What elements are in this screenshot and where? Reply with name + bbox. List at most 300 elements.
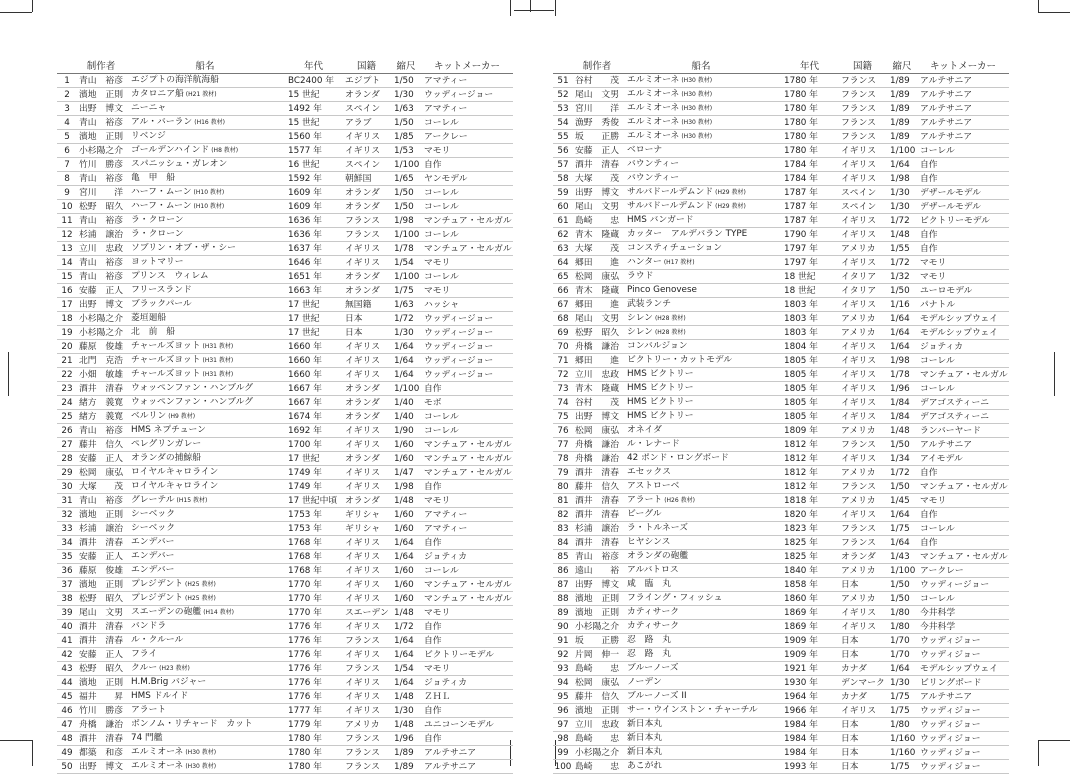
row-number: 41 xyxy=(57,634,77,648)
maker-cell: 郷田 進 xyxy=(575,299,619,310)
table-row xyxy=(553,606,1009,620)
scale-cell: 1/64 xyxy=(391,536,421,550)
ship-name: チャールズヨット xyxy=(131,369,201,379)
scale-cell: 1/50 xyxy=(887,284,917,298)
left-page xyxy=(57,60,513,774)
teaching-material-note: (H9 教材) xyxy=(168,413,196,420)
kit-maker-cell: コーレル xyxy=(421,200,513,214)
table-row xyxy=(553,228,1009,242)
table-row xyxy=(57,368,513,382)
ship-name-cell xyxy=(621,508,781,522)
scale-cell: 1/100 xyxy=(391,158,421,172)
kit-maker-cell: コーレル xyxy=(421,228,513,242)
ship-name: オネイダ xyxy=(627,425,662,435)
row-number: 40 xyxy=(57,620,77,634)
year-cell: 1636 年 xyxy=(285,214,342,228)
country-cell: イギリス xyxy=(342,438,391,452)
scale-cell: 1/100 xyxy=(887,564,917,578)
ship-name-cell xyxy=(621,718,781,732)
table-row xyxy=(57,564,513,578)
kit-maker-cell: デザールモデル xyxy=(917,186,1009,200)
country-cell: スペイン xyxy=(342,102,391,116)
ship-name-cell xyxy=(125,298,285,312)
ship-name-cell xyxy=(125,480,285,494)
maker-cell: 酒井 清春 xyxy=(79,635,123,646)
kit-maker-cell: モデルシップウェイ xyxy=(917,312,1009,326)
crop-mark xyxy=(514,10,554,11)
ship-name-cell xyxy=(125,592,285,606)
ship-name-cell xyxy=(621,298,781,312)
country-cell: カナダ xyxy=(838,662,887,676)
row-number: 98 xyxy=(553,732,573,746)
kit-maker-cell: 自作 xyxy=(917,228,1009,242)
scale-cell: 1/60 xyxy=(391,438,421,452)
country-cell: スエーデン xyxy=(342,606,391,620)
maker-cell: 小畑 敏雄 xyxy=(79,369,123,380)
year-cell: 1787 年 xyxy=(781,200,838,214)
table-row xyxy=(57,606,513,620)
scale-cell: 1/98 xyxy=(391,214,421,228)
table-row xyxy=(57,424,513,438)
maker-cell: 青木 隆蔵 xyxy=(575,285,619,296)
table-row xyxy=(553,214,1009,228)
table-row xyxy=(57,74,513,88)
ship-name-cell xyxy=(621,88,781,102)
table-row xyxy=(553,718,1009,732)
ship-name-cell xyxy=(125,74,285,88)
kit-maker-cell: コーレル xyxy=(421,424,513,438)
maker-cell: 青山 裕彦 xyxy=(79,425,123,436)
ship-name: 74 門艦 xyxy=(131,733,163,743)
kit-maker-cell: マンチュア・セルガル xyxy=(421,578,513,592)
table-row xyxy=(553,242,1009,256)
ship-name: ロイヤルキャロライン xyxy=(131,481,219,491)
country-cell: アメリカ xyxy=(838,592,887,606)
kit-maker-cell: デアゴスティーニ xyxy=(917,396,1009,410)
col-header-year: 年代 xyxy=(285,60,342,74)
kit-maker-cell: ビリングボード xyxy=(917,676,1009,690)
table-row xyxy=(553,634,1009,648)
ship-name: アルバトロス xyxy=(627,565,679,575)
country-cell: スペイン xyxy=(342,158,391,172)
ship-name-cell xyxy=(621,438,781,452)
ship-name: プレジデント xyxy=(131,593,184,603)
year-cell: 1784 年 xyxy=(781,158,838,172)
ship-name-cell xyxy=(125,354,285,368)
table-row xyxy=(57,508,513,522)
country-cell: 日本 xyxy=(838,648,887,662)
table-body-right xyxy=(553,74,1009,774)
country-cell: イギリス xyxy=(342,704,391,718)
ship-name: エルミオーネ xyxy=(627,131,680,141)
maker-cell: 松岡 康弘 xyxy=(575,425,619,436)
maker-cell: 舟橋 謙治 xyxy=(575,439,619,450)
scale-cell: 1/98 xyxy=(391,480,421,494)
ship-name-cell xyxy=(621,144,781,158)
country-cell: フランス xyxy=(838,116,887,130)
ship-name: 新日本丸 xyxy=(627,733,663,743)
ship-name: エジプトの海洋航海船 xyxy=(131,75,219,85)
row-number: 43 xyxy=(57,662,77,676)
maker-cell: 青木 隆蔵 xyxy=(575,383,619,394)
maker-cell: 出野 博文 xyxy=(79,299,123,310)
ship-name: ハーフ・ムーン xyxy=(131,187,192,197)
kit-maker-cell: 自作 xyxy=(917,158,1009,172)
year-cell: 1803 年 xyxy=(781,312,838,326)
year-cell: 1805 年 xyxy=(781,368,838,382)
ship-name-cell xyxy=(621,74,781,88)
scale-cell: 1/80 xyxy=(887,718,917,732)
year-cell: 1492 年 xyxy=(285,102,342,116)
country-cell: 日本 xyxy=(342,312,391,326)
row-number: 20 xyxy=(57,340,77,354)
table-row xyxy=(553,690,1009,704)
kit-maker-cell: アルテサニア xyxy=(917,102,1009,116)
ship-name-cell xyxy=(621,606,781,620)
table-row xyxy=(57,214,513,228)
maker-cell: 北門 克浩 xyxy=(79,355,123,366)
country-cell: エジプト xyxy=(342,74,391,88)
ship-name: ブルーノーズ xyxy=(627,663,679,673)
row-number: 9 xyxy=(57,186,77,200)
ship-name-cell xyxy=(621,662,781,676)
maker-cell: 松野 昭久 xyxy=(79,593,123,604)
country-cell: イギリス xyxy=(838,606,887,620)
kit-maker-cell: コーレル xyxy=(917,522,1009,536)
table-row xyxy=(57,158,513,172)
year-cell: 1770 年 xyxy=(285,592,342,606)
country-cell: 日本 xyxy=(342,326,391,340)
year-cell: 1663 年 xyxy=(285,284,342,298)
teaching-material-note: (H30 教材) xyxy=(185,763,217,770)
ship-name-cell xyxy=(621,158,781,172)
col-header-maker: 制作者 xyxy=(573,60,621,74)
year-cell: 1609 年 xyxy=(285,200,342,214)
ship-name: シレン xyxy=(627,327,653,337)
ship-name-cell xyxy=(125,172,285,186)
ship-name: ハーフ・ムーン xyxy=(131,201,192,211)
year-cell: 1667 年 xyxy=(285,396,342,410)
ship-name-cell xyxy=(125,368,285,382)
country-cell: イギリス xyxy=(342,480,391,494)
ship-name-cell xyxy=(621,186,781,200)
scale-cell: 1/47 xyxy=(391,466,421,480)
row-number: 64 xyxy=(553,256,573,270)
ship-name-cell xyxy=(621,564,781,578)
maker-cell: 青山 裕彦 xyxy=(79,271,123,282)
table-row xyxy=(57,326,513,340)
maker-cell: 舟橋 謙治 xyxy=(79,719,123,730)
year-cell: 1651 年 xyxy=(285,270,342,284)
row-number: 57 xyxy=(553,158,573,172)
table-row xyxy=(57,676,513,690)
ship-name: HMS バンガード xyxy=(627,215,694,225)
scale-cell: 1/60 xyxy=(391,564,421,578)
ship-name: エンデバー xyxy=(131,565,175,575)
table-row xyxy=(57,88,513,102)
maker-cell: 大塚 茂 xyxy=(575,243,619,254)
country-cell: イギリス xyxy=(342,242,391,256)
ship-name-cell xyxy=(621,452,781,466)
ship-name-cell xyxy=(621,116,781,130)
maker-cell: 藤原 俊雄 xyxy=(79,565,123,576)
country-cell: フランス xyxy=(838,522,887,536)
row-number: 59 xyxy=(553,186,573,200)
year-cell: 1860 年 xyxy=(781,592,838,606)
table-row xyxy=(553,508,1009,522)
country-cell: イギリス xyxy=(342,592,391,606)
maker-cell: 緒方 義寛 xyxy=(79,411,123,422)
ship-name-cell xyxy=(621,522,781,536)
teaching-material-note: (H25 教材) xyxy=(185,595,216,602)
col-header-num xyxy=(57,60,77,74)
ship-name-cell xyxy=(621,424,781,438)
maker-cell: 藤井 信久 xyxy=(575,481,619,492)
row-number: 85 xyxy=(553,550,573,564)
country-cell: イギリス xyxy=(342,648,391,662)
ship-name: HMS ビクトリー xyxy=(627,383,694,393)
maker-cell: 藤井 信久 xyxy=(79,439,123,450)
year-cell: 1787 年 xyxy=(781,214,838,228)
country-cell: イタリア xyxy=(838,284,887,298)
row-number: 82 xyxy=(553,508,573,522)
table-row xyxy=(57,648,513,662)
row-number: 22 xyxy=(57,368,77,382)
maker-cell: 大塚 茂 xyxy=(79,481,123,492)
ship-name-cell xyxy=(621,410,781,424)
year-cell: 17 世紀 xyxy=(285,326,342,340)
ship-name: ノーデン xyxy=(627,677,662,687)
row-number: 77 xyxy=(553,438,573,452)
kit-maker-cell: ビクトリーモデル xyxy=(917,214,1009,228)
scale-cell: 1/64 xyxy=(391,648,421,662)
ship-name: フライング・フィッシュ xyxy=(627,593,723,603)
scale-cell: 1/90 xyxy=(391,424,421,438)
table-row xyxy=(57,592,513,606)
maker-cell: 藤井 信久 xyxy=(575,691,619,702)
kit-maker-cell: 自作 xyxy=(917,466,1009,480)
ship-name: ソブリン・オブ・ザ・シー xyxy=(131,243,236,253)
teaching-material-note: (H30 教材) xyxy=(681,91,713,98)
country-cell: 日本 xyxy=(838,732,887,746)
table-row xyxy=(57,760,513,774)
scale-cell: 1/80 xyxy=(887,606,917,620)
ship-name: フリースランド xyxy=(131,285,192,295)
table-row xyxy=(553,746,1009,760)
scale-cell: 1/30 xyxy=(887,676,917,690)
country-cell: イタリア xyxy=(838,270,887,284)
ship-name-cell xyxy=(125,578,285,592)
row-number: 92 xyxy=(553,648,573,662)
ship-name-cell xyxy=(621,676,781,690)
maker-cell: 青山 裕彦 xyxy=(79,117,123,128)
maker-cell: 酒井 清春 xyxy=(79,621,123,632)
country-cell: イギリス xyxy=(342,354,391,368)
row-number: 8 xyxy=(57,172,77,186)
ship-name-cell xyxy=(125,452,285,466)
scale-cell: 1/100 xyxy=(391,270,421,284)
year-cell: 1780 年 xyxy=(781,116,838,130)
country-cell: オランダ xyxy=(342,186,391,200)
country-cell: イギリス xyxy=(838,410,887,424)
scale-cell: 1/72 xyxy=(887,256,917,270)
kit-maker-cell: モボ xyxy=(421,396,513,410)
year-cell: 1770 年 xyxy=(285,578,342,592)
maker-cell: 酒井 清春 xyxy=(575,537,619,548)
table-row xyxy=(553,368,1009,382)
ship-name-cell xyxy=(125,88,285,102)
kit-maker-cell: ユニコーンモデル xyxy=(421,718,513,732)
maker-cell: 安藤 正人 xyxy=(79,453,123,464)
kit-maker-cell: マモリ xyxy=(917,270,1009,284)
maker-cell: 青山 裕彦 xyxy=(575,551,619,562)
maker-cell: 小杉陽之介 xyxy=(575,621,619,632)
year-cell: 1812 年 xyxy=(781,480,838,494)
row-number: 63 xyxy=(553,242,573,256)
maker-cell: 青山 裕彦 xyxy=(79,495,123,506)
table-row xyxy=(553,760,1009,774)
row-number: 54 xyxy=(553,116,573,130)
kit-maker-cell: ＺＨＬ xyxy=(421,690,513,704)
kit-maker-cell: アークレー xyxy=(917,564,1009,578)
scale-cell: 1/64 xyxy=(887,312,917,326)
scale-cell: 1/53 xyxy=(391,144,421,158)
ship-name: コンバルジョン xyxy=(627,341,688,351)
col-header-maker: 制作者 xyxy=(77,60,125,74)
maker-cell: 安藤 正人 xyxy=(575,145,619,156)
kit-maker-cell: ウッディージョー xyxy=(421,340,513,354)
year-cell: 1560 年 xyxy=(285,130,342,144)
ship-name: ロイヤルキャロライン xyxy=(131,467,219,477)
ship-name-cell xyxy=(621,634,781,648)
kit-maker-cell: ウッディージョー xyxy=(421,368,513,382)
kit-maker-cell: マモリ xyxy=(421,494,513,508)
ship-name: シーベック xyxy=(131,509,175,519)
ship-name: シレン xyxy=(627,313,653,323)
scale-cell: 1/100 xyxy=(391,228,421,242)
crop-mark xyxy=(1038,0,1039,12)
row-number: 83 xyxy=(553,522,573,536)
crop-mark xyxy=(1038,740,1039,766)
ship-name-cell xyxy=(125,102,285,116)
maker-cell: 出野 博文 xyxy=(79,761,123,772)
country-cell: イギリス xyxy=(838,368,887,382)
kit-maker-cell: コーレル xyxy=(421,410,513,424)
ship-name-cell xyxy=(621,102,781,116)
country-cell: オランダ xyxy=(342,382,391,396)
maker-cell: 立川 忠政 xyxy=(79,243,123,254)
country-cell: フランス xyxy=(342,634,391,648)
year-cell: 1753 年 xyxy=(285,508,342,522)
maker-cell: 舟橋 謙治 xyxy=(575,341,619,352)
row-number: 60 xyxy=(553,200,573,214)
year-cell: BC2400 年 xyxy=(285,74,342,88)
country-cell: イギリス xyxy=(342,340,391,354)
scale-cell: 1/72 xyxy=(391,620,421,634)
ship-name: グレーテル xyxy=(131,495,175,505)
row-number: 32 xyxy=(57,508,77,522)
row-number: 68 xyxy=(553,312,573,326)
maker-cell: 立川 忠政 xyxy=(575,369,619,380)
maker-cell: 郷田 進 xyxy=(575,355,619,366)
row-number: 25 xyxy=(57,410,77,424)
country-cell: フランス xyxy=(838,536,887,550)
ship-name: バウンティー xyxy=(627,173,680,183)
ship-name-cell xyxy=(125,466,285,480)
table-row xyxy=(57,396,513,410)
country-cell: イギリス xyxy=(838,704,887,718)
country-cell: アメリカ xyxy=(838,494,887,508)
ship-name: 武装ランチ xyxy=(627,299,671,309)
country-cell: カナダ xyxy=(838,690,887,704)
ship-name-cell xyxy=(125,214,285,228)
ship-name: エルミオーネ xyxy=(627,89,680,99)
kit-maker-cell: モデルシップウェイ xyxy=(917,662,1009,676)
maker-cell: 松岡 康弘 xyxy=(575,677,619,688)
table-row xyxy=(553,158,1009,172)
ship-name-cell xyxy=(621,494,781,508)
ship-name-cell xyxy=(125,116,285,130)
year-cell: 1812 年 xyxy=(781,438,838,452)
scale-cell: 1/84 xyxy=(887,396,917,410)
maker-cell: 濱地 正則 xyxy=(79,131,123,142)
ship-name: カティサーク xyxy=(627,621,680,631)
ship-name: プレジデント xyxy=(131,579,184,589)
year-cell: 1805 年 xyxy=(781,354,838,368)
kit-maker-cell: ウッディージョー xyxy=(421,326,513,340)
year-cell: 1777 年 xyxy=(285,704,342,718)
table-row xyxy=(553,102,1009,116)
scale-cell: 1/55 xyxy=(887,242,917,256)
year-cell: 1805 年 xyxy=(781,410,838,424)
row-number: 35 xyxy=(57,550,77,564)
row-number: 42 xyxy=(57,648,77,662)
kit-maker-cell: コーレル xyxy=(917,354,1009,368)
country-cell: イギリス xyxy=(838,144,887,158)
crop-mark xyxy=(8,352,9,396)
row-number: 56 xyxy=(553,144,573,158)
row-number: 52 xyxy=(553,88,573,102)
row-number: 53 xyxy=(553,102,573,116)
kit-maker-cell: アルテサニア xyxy=(917,88,1009,102)
ship-name: 菱垣廻船 xyxy=(131,313,167,323)
row-number: 72 xyxy=(553,368,573,382)
col-header-country: 国籍 xyxy=(342,60,391,74)
kit-maker-cell: マモリ xyxy=(917,494,1009,508)
row-number: 28 xyxy=(57,452,77,466)
ship-name: オランダの捕鯨船 xyxy=(131,453,202,463)
table-row xyxy=(57,130,513,144)
kit-maker-cell: 自作 xyxy=(917,536,1009,550)
maker-cell: 青山 裕彦 xyxy=(79,173,123,184)
year-cell: 1787 年 xyxy=(781,186,838,200)
teaching-material-note: (H28 教材) xyxy=(654,315,686,322)
kit-maker-cell: コーレル xyxy=(917,382,1009,396)
ship-name: クルー xyxy=(131,663,158,673)
scale-cell: 1/50 xyxy=(887,480,917,494)
maker-cell: 松野 昭久 xyxy=(79,663,123,674)
year-cell: 1780 年 xyxy=(781,102,838,116)
ship-name: ウォッペンファン・ハンブルグ xyxy=(131,383,254,393)
ship-name: フライ xyxy=(131,649,158,659)
ship-name: 新日本丸 xyxy=(627,719,663,729)
year-cell: 1820 年 xyxy=(781,508,838,522)
row-number: 61 xyxy=(553,214,573,228)
maker-cell: 小杉陽之介 xyxy=(79,327,123,338)
ship-name: カタロニア船 xyxy=(131,89,184,99)
scale-cell: 1/75 xyxy=(887,704,917,718)
table-row xyxy=(57,452,513,466)
